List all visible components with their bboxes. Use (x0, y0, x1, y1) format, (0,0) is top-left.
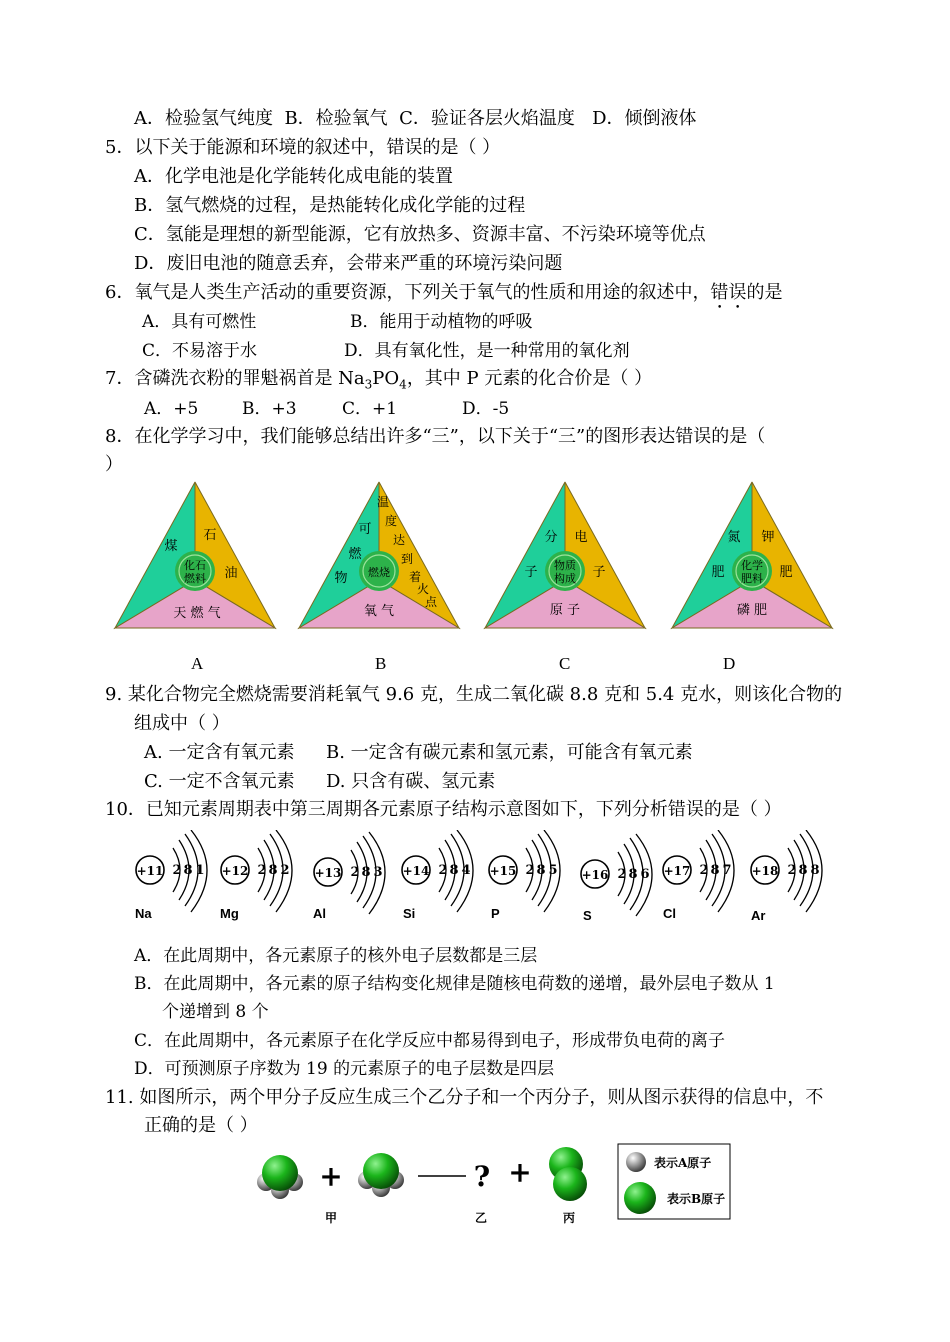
q11-molecule-diagram (0, 1140, 950, 1230)
atom-s-symbol: S (583, 908, 592, 923)
q8-figure-c (485, 482, 645, 628)
q9-option-a: A. 一定含有氧元素 (144, 742, 295, 763)
q6-option-b: B．能用于动植物的呼吸 (350, 312, 533, 332)
atom-si (402, 830, 473, 921)
atom-al (313, 832, 385, 921)
q9-option-c: C. 一定不含氧元素 (144, 771, 295, 792)
q10-option-c: C．在此周期中，各元素原子在化学反应中都易得到电子，形成带负电荷的离子 (134, 1031, 726, 1051)
q4-option-c: C．验证各层火焰温度 (399, 108, 575, 129)
q8-d-left-2: 肥 (711, 565, 725, 580)
legend-box (618, 1144, 730, 1219)
atom-mg-shell-1: 2 (257, 863, 267, 878)
q8-b-right-3: 达 (392, 533, 406, 547)
q8-b-left-2: 燃 (348, 547, 362, 562)
q8-c-right-1: 电 (574, 530, 588, 545)
atom-s-shell-2: 8 (628, 867, 638, 882)
atom-s-shell-1: 2 (617, 867, 627, 882)
q10-stem: 10．已知元素周期表中第三周期各元素原子结构示意图如下，下列分析错误的是（ ） (105, 799, 782, 820)
molecule-jia-1 (257, 1155, 303, 1199)
q10-option-b: B．在此周期中，各元素的原子结构变化规律是随核电荷数的递增，最外层电子数从 1 (134, 974, 775, 994)
atom-mg-nucleus: +12 (221, 864, 249, 878)
q8-d-right-1: 钾 (761, 530, 775, 545)
q7-option-d: D．-5 (462, 399, 510, 419)
plus-sign-2: + (508, 1156, 532, 1189)
atom-al-shell-3: 3 (373, 865, 383, 880)
q7-stem (105, 366, 652, 398)
atom-al-nucleus: +13 (314, 866, 342, 880)
q5-option-c: C．氢能是理想的新型能源，它有放热多、资源丰富、不污染环境等优点 (134, 224, 706, 245)
q9-stem-cont: 组成中（ ） (134, 713, 230, 734)
q10-atom-diagrams (0, 830, 950, 930)
legend-b-atom (624, 1182, 656, 1214)
q8-b-right-6: 火 (416, 582, 430, 596)
atom-p-shell-1: 2 (525, 863, 535, 878)
q11-stem: 11. 如图所示，两个甲分子反应生成三个乙分子和一个丙分子，则从图示获得的信息中，不 (105, 1087, 824, 1108)
legend-a-atom (626, 1152, 646, 1172)
q4-option-a: A．检验氢气纯度 (134, 108, 273, 129)
atom-na-shell-3: 1 (195, 863, 205, 878)
atom-si-symbol: Si (403, 906, 416, 921)
q4-option-d: D．倾倒液体 (592, 108, 697, 129)
atom-na-shell-2: 8 (183, 863, 193, 878)
atom-mg (220, 830, 292, 921)
q8-a-right-2: 油 (224, 566, 238, 581)
q8-b-right-4: 到 (400, 552, 414, 566)
q8-b-bottom: 氧 气 (363, 604, 395, 619)
q5-option-a: A．化学电池是化学能转化成电能的装置 (134, 166, 453, 187)
atom-na-symbol: Na (135, 906, 152, 921)
q8-a-center-2: 燃料 (184, 572, 206, 585)
q8-c-center-1: 物质 (554, 559, 576, 572)
atom-s-nucleus: +16 (581, 868, 609, 882)
plus-sign-1: + (319, 1160, 343, 1193)
q8-b-right-7: 点 (424, 595, 438, 609)
atom-p (489, 830, 560, 921)
q6-option-c: C．不易溶于水 (142, 341, 258, 361)
q8-figure-b (299, 482, 459, 628)
atom-al-shell-2: 8 (361, 865, 371, 880)
q5-option-b: B．氢气燃烧的过程，是热能转化成化学能的过程 (134, 195, 526, 216)
q7-stem-post: ，其中 P 元素的化合价是（ ） (406, 368, 653, 389)
molecule-bing (549, 1147, 587, 1201)
atom-na (135, 830, 207, 921)
label-bing: 丙 (562, 1211, 576, 1225)
atom-mg-shell-3: 2 (280, 863, 290, 878)
atom-cl-symbol: Cl (663, 906, 676, 921)
q6-option-a: A．具有可燃性 (142, 312, 257, 332)
q8-figure-d (672, 482, 832, 628)
q5-stem: 5．以下关于能源和环境的叙述中，错误的是（ ） (105, 137, 501, 158)
q7-sub-4: 4 (399, 377, 407, 392)
q8-d-left-1: 氮 (727, 530, 741, 545)
atom-si-shell-2: 8 (449, 863, 459, 878)
label-jia: 甲 (324, 1211, 338, 1225)
q8-a-center-1: 化石 (184, 559, 206, 572)
atom-cl (663, 830, 734, 921)
atom-si-shell-1: 2 (438, 863, 448, 878)
atom-cl-shell-2: 8 (710, 863, 720, 878)
atom-ar-shell-3: 8 (810, 863, 820, 878)
atom-p-symbol: P (491, 906, 500, 921)
q5-option-d: D．废旧电池的随意丢弃，会带来严重的环境污染问题 (134, 253, 563, 274)
q6-option-d: D．具有氧化性，是一种常用的氧化剂 (344, 341, 630, 361)
q8-label-d: D (723, 654, 736, 673)
legend-b-text: 表示B原子 (667, 1192, 726, 1206)
atom-ar-symbol: Ar (751, 908, 766, 923)
atom-mg-symbol: Mg (220, 906, 239, 921)
atom-ar (751, 830, 822, 923)
q7-sub-3: 3 (364, 377, 373, 392)
q8-stem-cont: ） (105, 454, 123, 475)
atom-na-nucleus: +11 (136, 864, 164, 878)
q8-stem: 8．在化学学习中，我们能够总结出许多“三”，以下关于“三”的图形表达错误的是（ (105, 426, 766, 447)
q8-d-right-2: 肥 (779, 565, 793, 580)
q4-options (134, 106, 697, 132)
q8-d-center-1: 化学 (741, 559, 763, 572)
atom-na-shell-1: 2 (172, 863, 182, 878)
q7-option-a: A．+5 (144, 399, 199, 419)
molecule-jia-2 (358, 1153, 404, 1197)
q8-a-left: 煤 (164, 539, 178, 554)
q7-formula-mid: PO (372, 368, 400, 389)
q10-option-d: D．可预测原子序数为 19 的元素原子的电子层数是四层 (134, 1059, 555, 1079)
q9-stem: 9. 某化合物完全燃烧需要消耗氧气 9.6 克，生成二氧化碳 8.8 克和 5.4 克水，则该化合物的 (105, 684, 843, 705)
q6-stem-emphasis: 错误 (710, 282, 747, 303)
atom-cl-nucleus: +17 (663, 864, 691, 878)
q8-d-bottom: 磷 肥 (736, 603, 768, 618)
q8-figure-a (115, 482, 275, 628)
atom-p-shell-2: 8 (536, 863, 546, 878)
atom-ar-shell-1: 2 (787, 863, 797, 878)
atom-si-nucleus: +14 (402, 864, 430, 878)
q8-b-left-3: 物 (334, 571, 348, 586)
atom-mg-shell-2: 8 (268, 863, 278, 878)
atom-ar-shell-2: 8 (798, 863, 808, 878)
q6-stem-pre: 6．氧气是人类生产活动的重要资源，下列关于氧气的性质和用途的叙述中， (105, 282, 711, 303)
q8-label-c: C (559, 654, 571, 673)
q8-b-right-2: 度 (384, 514, 398, 528)
atom-cl-shell-3: 7 (722, 863, 732, 878)
q4-option-b: B．检验氧气 (284, 108, 388, 129)
q11-stem-cont: 正确的是（ ） (144, 1115, 258, 1136)
q8-c-right-2: 子 (592, 565, 606, 580)
q8-c-bottom: 原 子 (549, 603, 581, 618)
q8-label-b: B (375, 654, 387, 673)
q8-a-right-1: 石 (203, 528, 217, 543)
atom-s-shell-3: 6 (640, 867, 650, 882)
atom-al-symbol: Al (313, 906, 326, 921)
q9-option-d: D. 只含有碳、氢元素 (326, 771, 496, 792)
q8-triangle-figures (0, 478, 950, 638)
atom-p-shell-3: 5 (548, 863, 558, 878)
unknown-product: ? (473, 1160, 491, 1193)
atom-al-shell-1: 2 (350, 865, 360, 880)
q8-c-center-2: 构成 (554, 572, 576, 585)
label-yi: 乙 (474, 1211, 488, 1225)
atom-p-nucleus: +15 (489, 864, 517, 878)
atom-cl-shell-1: 2 (699, 863, 709, 878)
q10-option-b-cont: 个递增到 8 个 (162, 1002, 269, 1022)
q8-c-left-2: 子 (524, 565, 538, 580)
q7-stem-pre: 7．含磷洗衣粉的罪魁祸首是 Na (105, 368, 365, 389)
atom-ar-nucleus: +18 (751, 864, 779, 878)
q8-b-right-1: 温 (376, 495, 390, 509)
q8-label-a: A (191, 654, 204, 673)
q7-option-c: C．+1 (342, 399, 398, 419)
q8-b-center: 燃烧 (368, 566, 390, 579)
q8-d-center-2: 肥料 (741, 572, 763, 585)
q7-option-b: B．+3 (242, 399, 297, 419)
q10-option-a: A．在此周期中，各元素原子的核外电子层数都是三层 (134, 946, 538, 966)
q8-c-left-1: 分 (544, 530, 558, 545)
q8-b-left-1: 可 (358, 522, 372, 537)
q8-b-right-5: 着 (408, 570, 422, 584)
q8-a-bottom: 天 燃 气 (173, 606, 221, 621)
atom-si-shell-3: 4 (461, 863, 471, 878)
q9-option-b: B. 一定含有碳元素和氢元素，可能含有氧元素 (326, 742, 693, 763)
atom-s (581, 834, 652, 923)
q6-stem-post: 的是 (746, 282, 783, 303)
legend-a-text: 表示A原子 (654, 1156, 712, 1170)
